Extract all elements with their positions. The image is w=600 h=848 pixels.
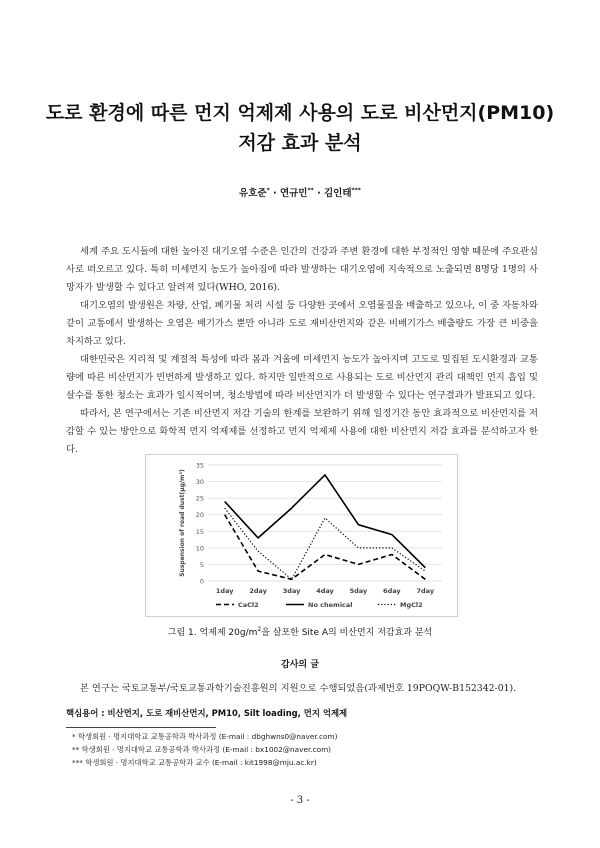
paper-title-line-1: 도로 환경에 따른 먼지 억제제 사용의 도로 비산먼지(PM10) [45,102,555,124]
acknowledgment-title: 감사의 글 [281,660,319,670]
body-text [66,243,538,459]
figure-chart [145,454,458,617]
y-tick-label: 5 [199,560,204,569]
x-tick-label: 5day [349,587,368,595]
y-tick-label: 35 [195,461,204,470]
author-name: 김인태 [324,188,352,199]
x-tick-label: 1day [215,587,234,595]
page-number: - 3 - [290,795,310,806]
x-tick-label: 2day [249,587,267,595]
author-name: 유호준 [239,188,267,199]
paper-title-line-2: 저감 효과 분석 [238,132,362,154]
body-paragraph: 세계 주요 도시들에 대한 높아진 대기오염 수준은 인간의 건강과 주변 환경에 대한 부정적인 영향 때문에 주요관심사로 떠오르고 있다. 특히 미세먼지 농도가 높아짐에 따라 발생하는 대기오염에 지속적으로 노출되면 8명당 1명의 사망자가 발생할 수 있다고 알려져 있다(WHO, 2016). [66,246,538,293]
author-separator: · [269,188,280,199]
footnote-divider [66,727,216,728]
author-mark: *** [351,186,361,194]
x-tick-label: 3day [282,587,301,595]
keywords: 핵심용어 : 비산먼지, 도로 재비산먼지, PM10, Silt loading, 먼지 억제제 [66,708,348,718]
acknowledgment-text: 본 연구는 국토교통부/국토교통과학기술진흥원의 지원으로 수행되었음(과제번호 19POQW-B152342-01). [80,683,517,694]
y-tick-label: 15 [195,527,204,536]
caption-prefix: 그림 1. 억제제 20g/m [167,628,258,638]
y-tick-label: 20 [195,511,204,520]
legend-label: CaCl2 [238,601,259,609]
caption-superscript: 2 [257,626,262,633]
legend-label: No chemical [308,601,353,609]
legend-label: MgCl2 [400,601,423,609]
y-axis-label: Suspension of road dust(μg/m³) [179,469,186,577]
body-paragraph: 대기오염의 발생원은 차량, 산업, 폐기물 처리 시설 등 다양한 곳에서 오염물질을 배출하고 있으나, 이 중 자동차와 같이 교통에서 발생하는 오염은 배기가스 뿐만 아니라 도로 재비산먼지와 같은 비배기가스 배출량도 가장 큰 비중을 차지하고 있다. [66,300,538,347]
footnote: *** 학생회원 · 명지대학교 교통공학과 교수 (E-mail : kit1998@mju.ac.kr) [72,758,317,767]
x-tick-label: 7day [416,587,435,595]
y-tick-label: 25 [195,494,204,503]
body-paragraph: 대한민국은 지리적 및 계절적 특성에 따라 봄과 겨울에 미세먼지 농도가 높아지며 고도로 밀집된 도시환경과 교통량에 따른 비산먼지가 빈번하게 발생하고 있다. 하지만 일반적으로 사용되는 도로 비산먼지 관리 대책인 먼지 흡입 및 살수를 통한 청소는 효과가 일시적이며, 청소방법에 따라 비산먼지가 더 발생할 수 있다는 연구결과가 발표되고 있다. [66,354,538,401]
x-tick-label: 4day [316,587,334,595]
series-line-no-chemical [225,475,426,568]
author-list [0,185,600,199]
figure-caption [0,625,600,638]
body-paragraph: 따라서, 본 연구에서는 기존 비산먼지 저감 기술의 한계를 보완하기 위해 일정기간 동안 효과적으로 비산먼지를 저감할 수 있는 방안으로 화학적 먼지 억제제를 선정하고 먼지 억제제 사용에 대한 비산먼지 저감 효과를 분석하고자 한다. [66,408,538,455]
series-line-mgcl2 [225,508,426,579]
y-tick-label: 30 [195,478,204,487]
author-separator: · [313,188,324,199]
author-name: 연규민 [279,188,308,199]
y-tick-label: 10 [195,544,204,553]
footnote: * 학생회원 · 명지대학교 교통공학과 박사과정 (E-mail : dbghwns0@naver.com) [72,732,338,741]
author-mark: * [266,186,270,194]
caption-suffix: 을 살포한 Site A의 비산먼지 저감효과 분석 [261,628,433,638]
author-mark: ** [307,186,314,194]
y-tick-label: 0 [199,577,204,586]
footnote: ** 학생회원 · 명지대학교 교통공학과 박사과정 (E-mail : bx1002@naver.com) [72,745,332,754]
x-tick-label: 6day [383,587,401,595]
line-chart [146,455,457,616]
